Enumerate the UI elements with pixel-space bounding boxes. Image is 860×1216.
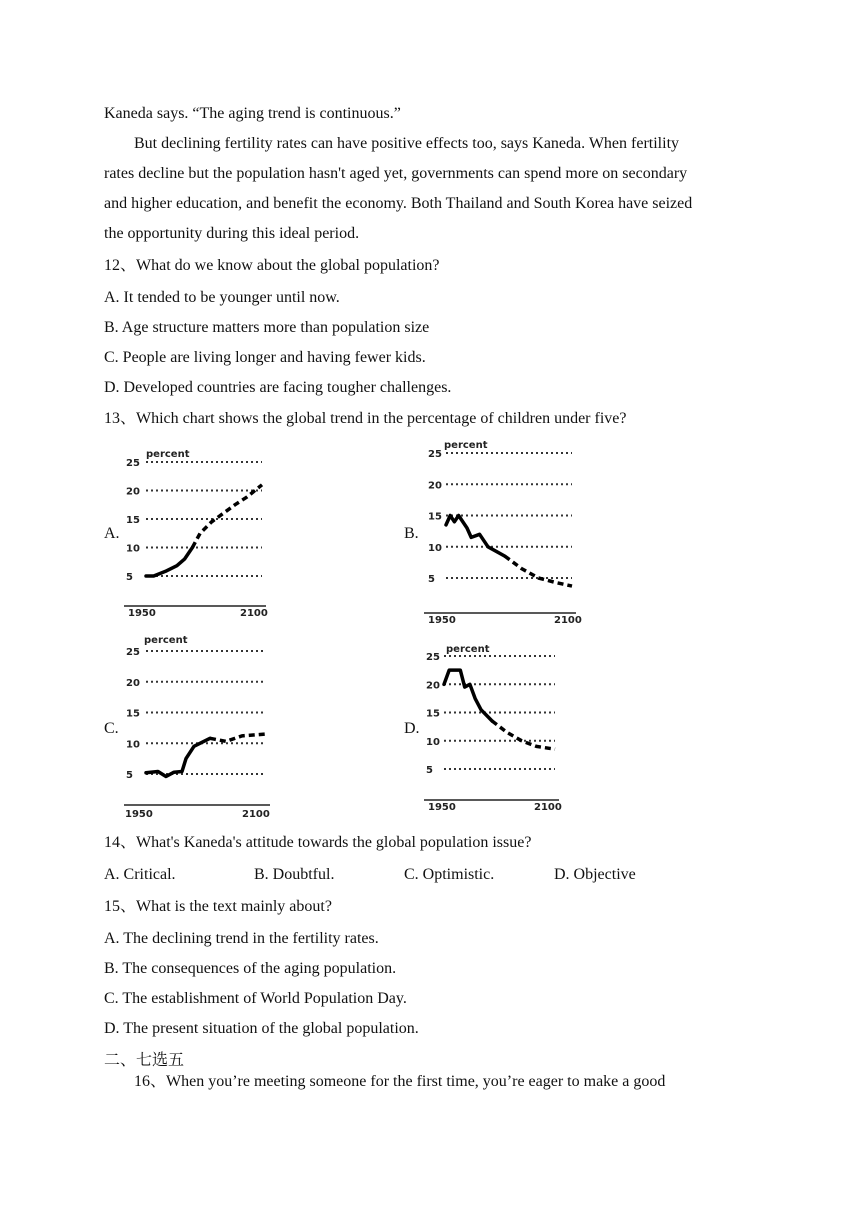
chart-a bbox=[120, 440, 280, 625]
x-tick-label: 1950 bbox=[428, 615, 456, 626]
option-b: B. The consequences of the aging population. bbox=[104, 960, 397, 977]
passage-line: Kaneda says. “The aging trend is continuous.” bbox=[104, 105, 401, 122]
series-line-projection bbox=[492, 721, 555, 749]
chart-d bbox=[420, 636, 570, 816]
y-tick-label: 5 bbox=[126, 572, 133, 583]
passage-line: the opportunity during this ideal period. bbox=[104, 225, 360, 242]
y-tick-label: 10 bbox=[126, 739, 140, 751]
x-tick-label: 2100 bbox=[554, 615, 582, 626]
option-a: A. It tended to be younger until now. bbox=[104, 289, 340, 306]
question-text: 12、What do we know about the global population? bbox=[104, 257, 440, 274]
question-text: 13、Which chart shows the global trend in the percentage of children under five? bbox=[104, 410, 627, 427]
option-c: C. Optimistic. bbox=[404, 866, 495, 883]
option-d: D. Developed countries are facing tougher challenges. bbox=[104, 379, 452, 396]
y-tick-label: 20 bbox=[426, 680, 440, 692]
y-tick-label: 15 bbox=[126, 515, 140, 526]
x-tick-label: 2100 bbox=[242, 809, 270, 820]
option-c: C. The establishment of World Population Day. bbox=[104, 990, 407, 1007]
y-tick-label: 15 bbox=[426, 708, 440, 720]
chart-c-label: C. bbox=[104, 720, 119, 737]
x-tick-label: 1950 bbox=[128, 608, 156, 619]
option-a: A. The declining trend in the fertility rates. bbox=[104, 930, 379, 947]
option-b: B. Age structure matters more than population size bbox=[104, 319, 430, 336]
x-tick-label: 2100 bbox=[240, 608, 268, 619]
y-axis-title: percent bbox=[446, 644, 490, 655]
x-tick-label: 2100 bbox=[534, 802, 562, 813]
y-tick-label: 10 bbox=[126, 543, 140, 555]
y-tick-label: 25 bbox=[126, 647, 140, 658]
y-tick-label: 25 bbox=[126, 458, 140, 469]
option-d: D. Objective bbox=[554, 866, 636, 883]
chart-a-label: A. bbox=[104, 525, 120, 542]
series-line-projection bbox=[505, 556, 572, 586]
y-axis-title: percent bbox=[144, 635, 188, 646]
question-16-start: 16、When you’re meeting someone for the first time, you’re eager to make a good bbox=[134, 1073, 666, 1090]
series-line-projection bbox=[210, 734, 266, 741]
y-tick-label: 20 bbox=[126, 677, 140, 689]
option-c: C. People are living longer and having fewer kids. bbox=[104, 349, 426, 366]
series-line-actual bbox=[444, 670, 492, 721]
question-text: 15、What is the text mainly about? bbox=[104, 898, 332, 915]
y-tick-label: 15 bbox=[126, 708, 140, 720]
series-line-projection bbox=[192, 485, 262, 548]
passage-line: But declining fertility rates can have positive effects too, says Kaneda. When fertility bbox=[134, 135, 680, 152]
y-tick-label: 10 bbox=[426, 736, 440, 748]
y-tick-label: 15 bbox=[428, 511, 442, 523]
x-tick-label: 1950 bbox=[428, 802, 456, 813]
option-d: D. The present situation of the global population. bbox=[104, 1020, 419, 1037]
chart-b bbox=[420, 432, 590, 627]
series-line-actual bbox=[146, 548, 192, 577]
y-tick-label: 25 bbox=[426, 652, 440, 663]
y-tick-label: 25 bbox=[428, 449, 442, 460]
passage-line: rates decline but the population hasn't aged yet, governments can spend more on secondary bbox=[104, 165, 688, 182]
y-axis-title: percent bbox=[444, 440, 488, 451]
question-text: 14、What's Kaneda's attitude towards the global population issue? bbox=[104, 834, 532, 851]
option-b: B. Doubtful. bbox=[254, 866, 335, 883]
x-tick-label: 1950 bbox=[125, 809, 153, 820]
passage-line: and higher education, and benefit the economy. Both Thailand and South Korea have seized bbox=[104, 195, 693, 212]
y-tick-label: 5 bbox=[126, 770, 133, 781]
y-axis-title: percent bbox=[146, 449, 190, 460]
option-a: A. Critical. bbox=[104, 866, 176, 883]
y-tick-label: 5 bbox=[428, 574, 435, 585]
y-tick-label: 10 bbox=[428, 542, 442, 554]
y-tick-label: 20 bbox=[126, 486, 140, 498]
chart-d-label: D. bbox=[404, 720, 420, 737]
section-heading: 二、七选五 bbox=[104, 1050, 185, 1069]
y-tick-label: 5 bbox=[426, 765, 433, 776]
y-tick-label: 20 bbox=[428, 480, 442, 492]
chart-c bbox=[120, 628, 280, 823]
chart-b-label: B. bbox=[404, 525, 419, 542]
series-line-actual bbox=[446, 516, 505, 557]
